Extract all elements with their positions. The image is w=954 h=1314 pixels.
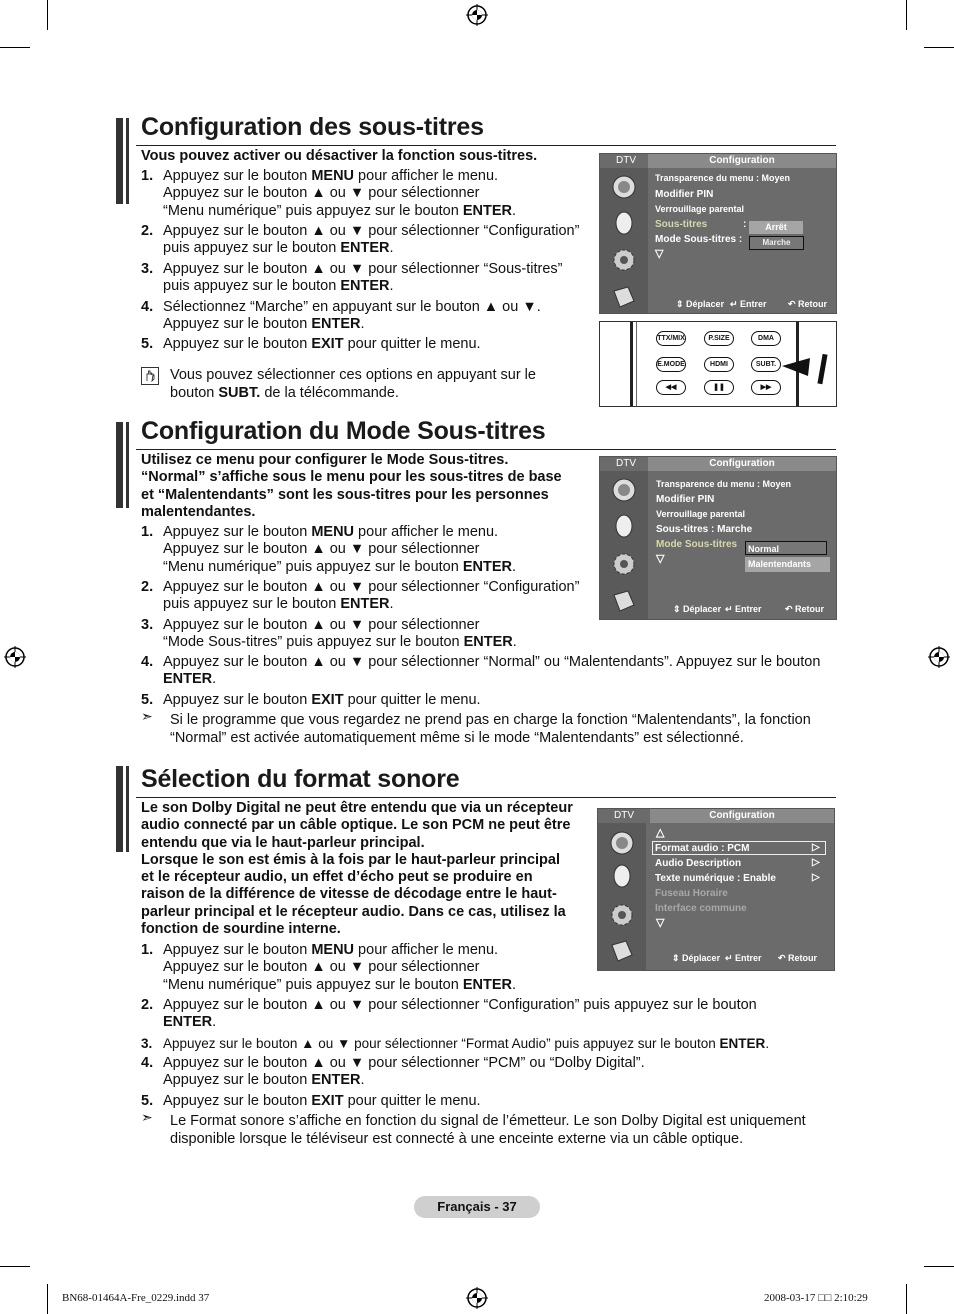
- popup-option-selected: Normal: [745, 541, 827, 555]
- menu-row: Verrouillage parental: [655, 204, 745, 214]
- section-bar: [116, 118, 123, 204]
- menu-row-disabled: Fuseau Horaire: [655, 888, 728, 899]
- dtv-label: DTV: [598, 809, 646, 823]
- crop-mark: [0, 47, 30, 48]
- note-text: Si le programme que vous regardez ne prend pas en charge la fonction “Malentendants”, la fonction “Normal” est activée automatiquement même si le mode “Malentendants” est sélectionné.: [170, 712, 811, 746]
- footer-enter: ↵ Entrer: [730, 299, 767, 309]
- menu-row: Texte numérique : Enable: [655, 873, 776, 884]
- menu-sidebar: [600, 168, 648, 313]
- section-bar: [126, 766, 129, 852]
- section-title: Configuration des sous-titres: [141, 113, 484, 141]
- pause-button: ❚❚: [704, 380, 734, 395]
- emode-button: E.MODE: [656, 357, 686, 372]
- footer-enter: ↵ Entrer: [725, 953, 762, 963]
- menu-row-colon: :: [743, 219, 747, 230]
- setup-menu-icon: [610, 246, 638, 274]
- menu-header: Configuration: [650, 809, 834, 823]
- crop-mark: [906, 0, 907, 30]
- submenu-arrow-icon: ▷: [812, 872, 820, 883]
- picture-menu-icon: [610, 173, 638, 201]
- menu-row: Transparence du menu : Moyen: [655, 173, 791, 183]
- popup-option: Malentendants: [745, 557, 830, 572]
- menu-row: Verrouillage parental: [656, 509, 746, 519]
- remote-edge: [636, 321, 637, 407]
- tv-menu-screen: [599, 456, 837, 620]
- section-intro: Utilisez ce menu pour configurer le Mode Sous-titres. “Normal” s’affiche sous le menu pour les sous-titres de base et “Malentendants” sont les sous-titres pour les personnes malentendantes.: [141, 452, 562, 520]
- menu-row: Modifier PIN: [655, 189, 714, 200]
- footer-move: ⇕ Déplacer: [673, 604, 722, 614]
- menu-row-selected: Mode Sous-titres: [656, 539, 738, 550]
- footer-back: ↶ Retour: [785, 604, 825, 614]
- registration-mark-icon: [466, 1287, 488, 1309]
- menu-row-selected: Sous-titres: [655, 219, 708, 230]
- registration-mark-icon: [4, 646, 26, 668]
- sound-menu-icon: [610, 513, 638, 541]
- footer-enter: ↵ Entrer: [725, 604, 762, 614]
- note-text: Le Format sonore s’affiche en fonction du signal de l’émetteur. Le son Dolby Digital est uniquement disponible lorsque le téléviseur est connecté à une enceinte externe via un câble optique.: [170, 1113, 806, 1147]
- section-rule: [136, 449, 836, 450]
- ttx-mix-button: TTX/MIX: [656, 331, 686, 346]
- menu-row-selected: Format audio : PCM: [655, 843, 750, 854]
- print-file-info: BN68-01464A-Fre_0229.indd 37: [62, 1292, 210, 1304]
- crop-mark: [47, 0, 48, 30]
- crop-mark: [0, 1266, 30, 1267]
- section-bar: [116, 422, 123, 508]
- input-menu-icon: [608, 937, 636, 965]
- scroll-up-icon: △: [656, 827, 665, 839]
- dma-button: DMA: [751, 331, 781, 346]
- crop-mark: [906, 1284, 907, 1314]
- sound-menu-icon: [608, 863, 636, 891]
- note-text: Vous pouvez sélectionner ces options en appuyant sur le bouton SUBT. de la télécommande.: [170, 367, 536, 401]
- hdmi-button: HDMI: [704, 357, 734, 372]
- fast-forward-button: ▶▶: [751, 380, 781, 395]
- section-intro: Vous pouvez activer ou désactiver la fonction sous-titres.: [141, 148, 538, 164]
- setup-menu-icon: [610, 550, 638, 578]
- registration-mark-icon: [466, 4, 488, 26]
- section-title: Configuration du Mode Sous-titres: [141, 417, 546, 445]
- remote-control-illustration: [599, 321, 837, 407]
- note-arrow-icon: ➣: [141, 1109, 153, 1125]
- popup-option-selected: Arrêt: [749, 221, 803, 234]
- picture-menu-icon: [610, 476, 638, 504]
- picture-menu-icon: [608, 829, 636, 857]
- menu-sidebar: [598, 823, 646, 970]
- menu-row-disabled: Interface commune: [655, 903, 747, 914]
- subt-button: SUBT.: [751, 357, 781, 372]
- crop-mark: [47, 1284, 48, 1314]
- footer-move: ⇕ Déplacer: [676, 299, 725, 309]
- section-bar: [126, 422, 129, 508]
- popup-option: Marche: [749, 236, 804, 250]
- scroll-down-icon: ▽: [655, 248, 664, 260]
- setup-menu-icon: [608, 901, 636, 929]
- sound-menu-icon: [610, 210, 638, 238]
- menu-row: Audio Description: [655, 858, 742, 869]
- rewind-button: ◀◀: [656, 380, 686, 395]
- pointer-arrow-icon: [780, 352, 836, 388]
- crop-mark: [924, 1266, 954, 1267]
- input-menu-icon: [610, 587, 638, 615]
- section-bar: [126, 118, 129, 204]
- footer-move: ⇕ Déplacer: [672, 953, 721, 963]
- menu-row: Transparence du menu : Moyen: [656, 479, 792, 489]
- remote-edge: [630, 321, 633, 407]
- scroll-down-icon: ▽: [656, 917, 665, 929]
- tv-menu-screen: [597, 808, 835, 971]
- footer-back: ↶ Retour: [778, 953, 818, 963]
- menu-header: Configuration: [648, 154, 836, 168]
- menu-row: Mode Sous-titres :: [655, 234, 743, 245]
- section-intro: Le son Dolby Digital ne peut être entendu que via un récepteur audio connecté par un câble optique. Le son PCM ne peut être entendu que via le haut-parleur principal. Lorsque le son est émis à la fois par le haut-parleur principal et le récepteur audio, un effet d’écho peut se produire en raison de la différence de vitesse de décodage entre le haut- parleur principal et le récepteur audio. Dans ce cas, utilisez la fonction de sourdine interne.: [141, 800, 573, 938]
- menu-sidebar: [600, 471, 648, 619]
- psize-button: P.SIZE: [704, 331, 734, 346]
- section-title: Sélection du format sonore: [141, 765, 460, 793]
- submenu-arrow-icon: ▷: [812, 857, 820, 868]
- note-hand-icon: [141, 367, 159, 385]
- dtv-label: DTV: [600, 457, 648, 471]
- section-rule: [136, 797, 836, 798]
- menu-row: Sous-titres : Marche: [656, 524, 753, 535]
- scroll-down-icon: ▽: [656, 553, 665, 565]
- menu-header: Configuration: [648, 457, 836, 471]
- submenu-arrow-icon: ▷: [812, 842, 820, 853]
- input-menu-icon: [610, 283, 638, 311]
- menu-row: Modifier PIN: [656, 494, 715, 505]
- print-date-info: 2008-03-17 □□ 2:10:29: [764, 1292, 868, 1304]
- registration-mark-icon: [928, 646, 950, 668]
- crop-mark: [924, 47, 954, 48]
- section-bar: [116, 766, 123, 852]
- dtv-label: DTV: [600, 154, 648, 168]
- footer-back: ↶ Retour: [788, 299, 828, 309]
- note-arrow-icon: ➣: [141, 708, 153, 724]
- section-rule: [136, 145, 836, 146]
- page-number-badge: Français - 37: [414, 1196, 540, 1218]
- tv-menu-screen: [599, 153, 837, 314]
